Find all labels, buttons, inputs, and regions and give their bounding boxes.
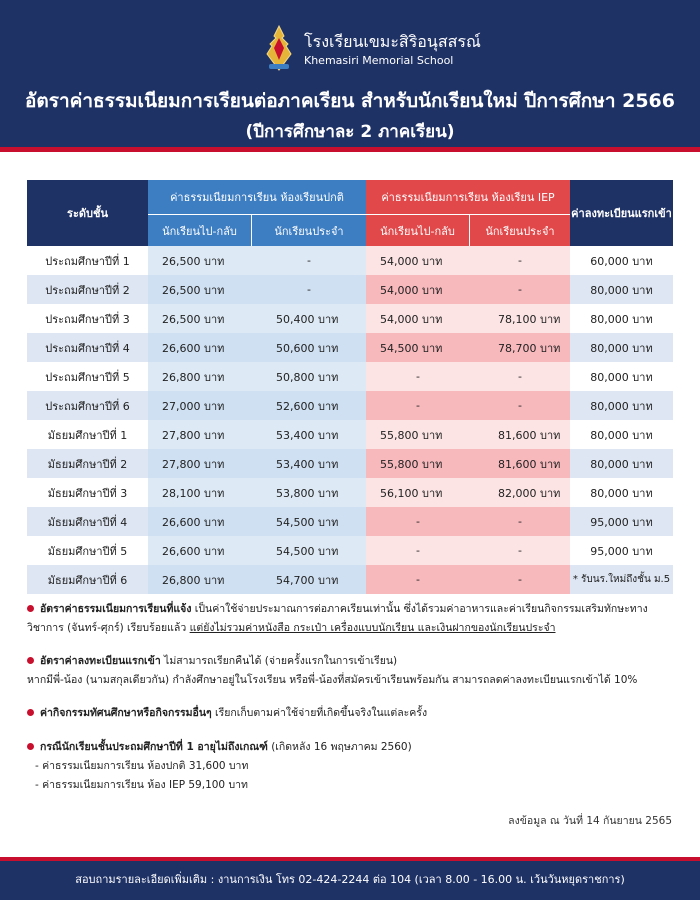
note-emphasis: แต่ยังไม่รวมค่าหนังสือ กระเป๋า เครื่องแบบนักเรียน และเงินฝากของนักเรียนประจำ [189,622,556,634]
iep-boarding-cell: 82,000 บาท [470,478,570,507]
iep-day-cell: - [366,391,470,420]
normal-day-cell: 26,600 บาท [148,536,252,565]
note-heading: อัตราค่าธรรมเนียมการเรียนที่แจ้ง [40,603,192,615]
normal-day-cell: 26,500 บาท [148,304,252,333]
note-text: หากมีพี่-น้อง (นามสกุลเดียวกัน) กำลังศึกษาอยู่ในโรงเรียน หรือพี่-น้องที่สมัครเข้าเรียนพร้อมกัน สามารถลดค่าลงทะเบียนแรกเข้าได้ 10% [27,674,638,686]
normal-boarding-cell: 53,800 บาท [252,478,366,507]
crest-icon [262,24,296,74]
entry-fee-cell: 80,000 บาท [590,486,653,500]
entry-fee-cell: 80,000 บาท [590,457,653,471]
note-subitem: - ค่าธรรมเนียมการเรียน ห้อง IEP 59,100 บาท [35,779,248,791]
iep-day-cell: - [366,565,470,594]
iep-boarding-cell: 78,700 บาท [470,333,570,362]
level-cell: มัธยมศึกษาปีที่ 3 [47,486,128,500]
normal-boarding-cell: 53,400 บาท [252,449,366,478]
entry-fee-cell: 80,000 บาท [590,399,653,413]
level-cell: มัธยมศึกษาปีที่ 6 [47,573,128,587]
table-row [27,449,673,478]
iep-boarding-cell: 81,600 บาท [470,420,570,449]
normal-boarding-cell: 50,600 บาท [252,333,366,362]
header-normal-day: นักเรียนไป-กลับ [148,214,252,246]
note-activities [27,704,677,724]
note-text: เป็นค่าใช้จ่ายประมาณการต่อภาคเรียนเท่านั้น ซึ่งได้รวมค่าอาหารและค่าเรียนกิจกรรมเสริมทักษะทาง [191,603,648,615]
iep-day-cell: 54,500 บาท [366,333,470,362]
note-text: เรียกเก็บตามค่าใช้จ่ายที่เกิดขึ้นจริงในแต่ละครั้ง [211,707,428,719]
note-heading: อัตราค่าลงทะเบียนแรกเข้า [40,655,161,667]
iep-boarding-cell: - [470,507,570,536]
table-row [27,275,673,304]
level-cell: มัธยมศึกษาปีที่ 5 [47,544,128,558]
note-text: ไม่สามารถเรียกคืนได้ (จ่ายครั้งแรกในการเข้าเรียน) [160,655,398,667]
table-row [27,391,673,420]
level-cell: ประถมศึกษาปีที่ 5 [45,370,130,384]
level-cell: ประถมศึกษาปีที่ 4 [45,341,130,355]
iep-boarding-cell: - [470,565,570,594]
header-iep-group: ค่าธรรมเนียมการเรียน ห้องเรียน IEP [366,180,570,214]
note-text: วิชาการ (จันทร์-ศุกร์) เรียบร้อยแล้ว [27,622,190,634]
bullet-icon [27,605,34,612]
bullet-icon [27,709,34,716]
school-name-en: Khemasiri Memorial School [304,54,454,67]
entry-fee-cell: 95,000 บาท [590,515,653,529]
header-normal-group: ค่าธรรมเนียมการเรียน ห้องเรียนปกติ [148,180,366,214]
iep-boarding-cell: - [470,275,570,304]
table-row [27,536,673,565]
iep-day-cell: 55,800 บาท [366,420,470,449]
normal-day-cell: 26,800 บาท [148,362,252,391]
normal-day-cell: 27,800 บาท [148,420,252,449]
note-fee-info [27,600,677,640]
iep-day-cell: - [366,362,470,391]
normal-boarding-cell: 53,400 บาท [252,420,366,449]
footer-stripe [0,857,700,861]
normal-day-cell: 26,800 บาท [148,565,252,594]
normal-boarding-cell: - [252,275,366,304]
iep-boarding-cell: - [470,246,570,275]
table-row [27,507,673,536]
note-heading: ค่ากิจกรรมทัศนศึกษาหรือกิจกรรมอื่นๆ [40,707,212,719]
normal-day-cell: 27,800 บาท [148,449,252,478]
entry-fee-cell: 80,000 บาท [590,370,653,384]
normal-day-cell: 26,500 บาท [148,246,252,275]
header-iep-boarding: นักเรียนประจำ [470,214,570,246]
normal-day-cell: 28,100 บาท [148,478,252,507]
entry-fee-cell: * รับนร.ใหม่ถึงชั้น ม.5 [572,574,671,585]
note-subitem: - ค่าธรรมเนียมการเรียน ห้องปกติ 31,600 บาท [35,760,249,772]
iep-boarding-cell: - [470,362,570,391]
level-cell: ประถมศึกษาปีที่ 1 [45,254,130,268]
entry-fee-cell: 95,000 บาท [590,544,653,558]
header-normal-boarding: นักเรียนประจำ [252,214,366,246]
page-title: อัตราค่าธรรมเนียมการเรียนต่อภาคเรียน สำหรับนักเรียนใหม่ ปีการศึกษา 2566 [25,90,675,112]
note-heading: กรณีนักเรียนชั้นประถมศึกษาปีที่ 1 อายุไม่ถึงเกณฑ์ [40,741,268,753]
normal-boarding-cell: 54,700 บาท [252,565,366,594]
entry-fee-cell: 60,000 บาท [590,254,653,268]
iep-boarding-cell: 78,100 บาท [470,304,570,333]
header-iep-day: นักเรียนไป-กลับ [366,214,470,246]
normal-day-cell: 26,500 บาท [148,275,252,304]
normal-day-cell: 26,600 บาท [148,333,252,362]
normal-day-cell: 27,000 บาท [148,391,252,420]
entry-fee-cell: 80,000 บาท [590,428,653,442]
bullet-icon [27,743,34,750]
iep-day-cell: 55,800 บาท [366,449,470,478]
school-name-th: โรงเรียนเขมะสิริอนุสสรณ์ [304,32,481,51]
note-underage [27,738,677,798]
table-row [27,304,673,333]
normal-boarding-cell: - [252,246,366,275]
school-logo [262,24,481,74]
header-stripe [0,147,700,152]
normal-day-cell: 26,600 บาท [148,507,252,536]
normal-boarding-cell: 52,600 บาท [252,391,366,420]
iep-day-cell: - [366,536,470,565]
level-cell: มัธยมศึกษาปีที่ 4 [47,515,128,529]
header-level: ระดับชั้น [27,180,148,246]
iep-boarding-cell: - [470,536,570,565]
note-entry-fee [27,652,677,692]
table-row [27,565,673,594]
normal-boarding-cell: 54,500 บาท [252,536,366,565]
update-date: ลงข้อมูล ณ วันที่ 14 กันยายน 2565 [508,815,672,827]
iep-day-cell: 54,000 บาท [366,246,470,275]
footer-contact: สอบถามรายละเอียดเพิ่มเติม : งานการเงิน โทร 02-424-2244 ต่อ 104 (เวลา 8.00 - 16.00 น. เว้นวันหยุดราชการ) [75,872,625,886]
normal-boarding-cell: 50,800 บาท [252,362,366,391]
table-row [27,420,673,449]
entry-fee-cell: 80,000 บาท [590,341,653,355]
bullet-icon [27,657,34,664]
entry-fee-cell: 80,000 บาท [590,283,653,297]
level-cell: ประถมศึกษาปีที่ 3 [45,312,130,326]
iep-day-cell: 56,100 บาท [366,478,470,507]
page-footer [0,857,700,900]
normal-boarding-cell: 50,400 บาท [252,304,366,333]
note-text: (เกิดหลัง 16 พฤษภาคม 2560) [267,741,412,753]
page-subtitle: (ปีการศึกษาละ 2 ภาคเรียน) [245,122,455,142]
header-entry-fee: ค่าลงทะเบียนแรกเข้า [570,180,673,246]
level-cell: มัธยมศึกษาปีที่ 2 [47,457,128,471]
level-cell: ประถมศึกษาปีที่ 6 [45,399,130,413]
iep-day-cell: - [366,507,470,536]
table-row [27,478,673,507]
iep-day-cell: 54,000 บาท [366,304,470,333]
table-row [27,246,673,275]
level-cell: ประถมศึกษาปีที่ 2 [45,283,130,297]
iep-boarding-cell: 81,600 บาท [470,449,570,478]
table-row [27,333,673,362]
iep-boarding-cell: - [470,391,570,420]
table-row [27,362,673,391]
normal-boarding-cell: 54,500 บาท [252,507,366,536]
entry-fee-cell: 80,000 บาท [590,312,653,326]
page-header [0,0,700,152]
level-cell: มัธยมศึกษาปีที่ 1 [47,428,128,442]
iep-day-cell: 54,000 บาท [366,275,470,304]
